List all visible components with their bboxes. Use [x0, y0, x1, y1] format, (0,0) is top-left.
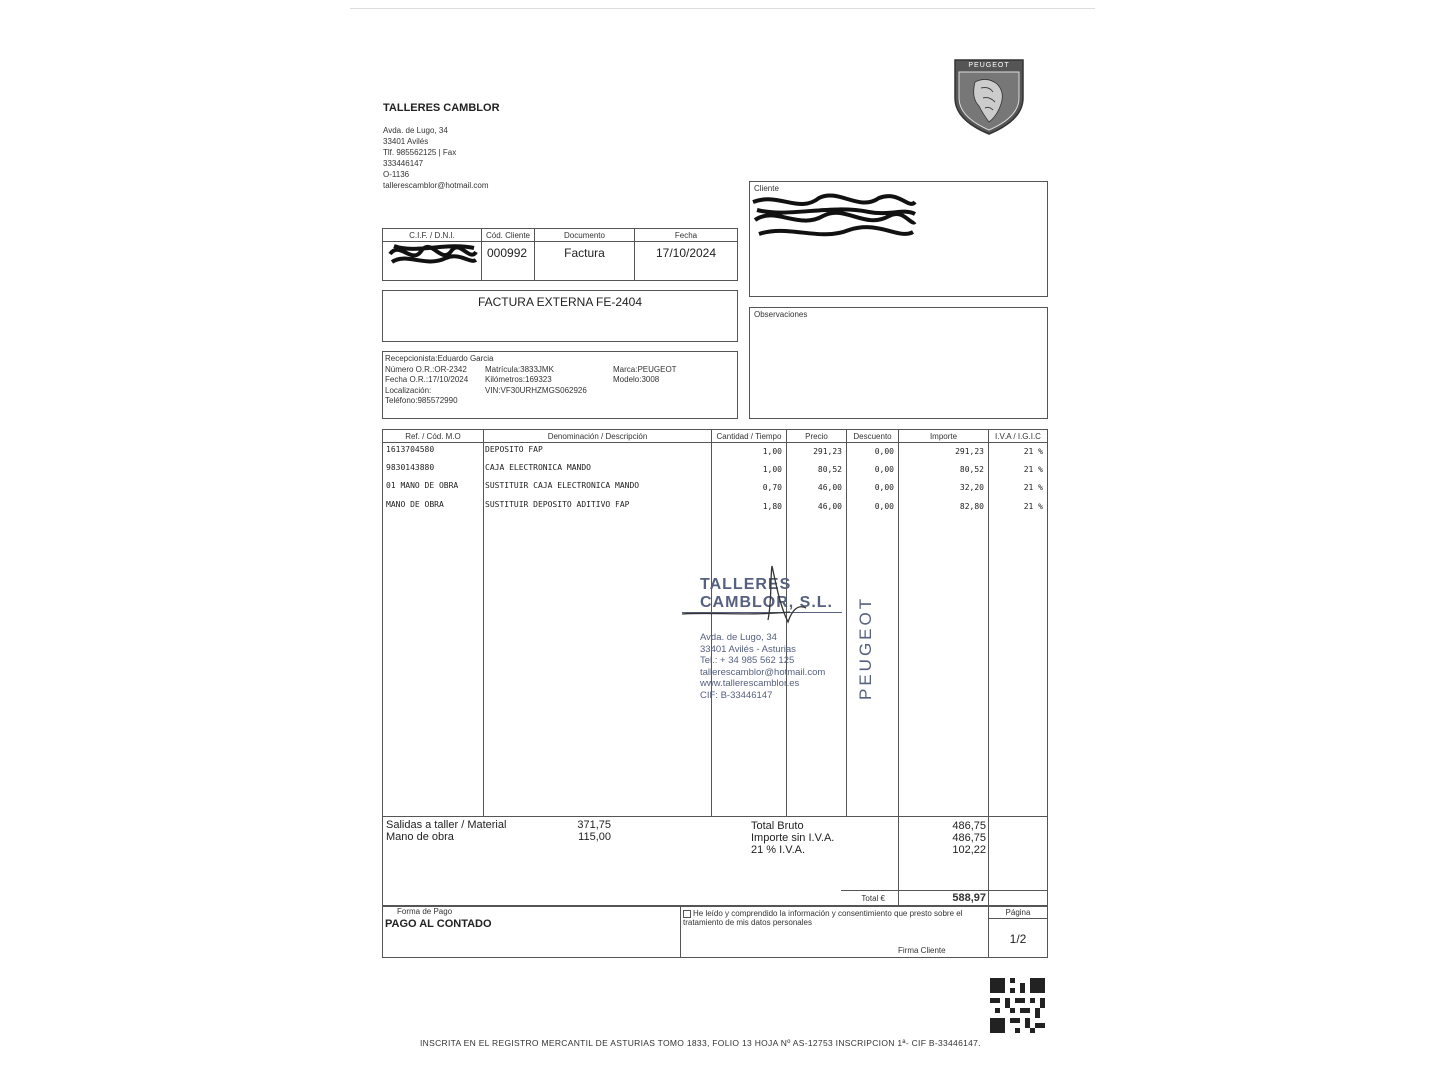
company-name: TALLERES CAMBLOR [383, 102, 500, 114]
logo-text: PEUGEOT [968, 62, 1010, 69]
registry-text: INSCRITA EN EL REGISTRO MERCANTIL DE ASTURIAS TOMO 1833, FOLIO 13 HOJA Nº AS-12753 INSCRIPCION 1ª- CIF B-33446147. [420, 1038, 981, 1048]
totals-values: 486,75 486,75 102,22 [952, 820, 986, 856]
col-qty: Cantidad / Tiempo [716, 432, 782, 441]
document-title: FACTURA EXTERNA FE-2404 [477, 295, 643, 309]
order-info-box [382, 351, 738, 419]
forma-pago-value: PAGO AL CONTADO [385, 918, 492, 930]
stamp-name-1: TALLERES [700, 576, 792, 593]
header-fecha: Fecha [674, 231, 698, 240]
stamp-name-2: CAMBLOR, S.L. [700, 594, 833, 611]
order-col-1: Recepcionista:Eduardo Garcia Número O.R.:OR-2342 Fecha O.R.:17/10/2024 Localización: Teléfono:985572990 [385, 354, 494, 405]
pagina-label: Página [1005, 908, 1031, 917]
col-ref: Ref. / Cód. M.O [405, 432, 461, 441]
header-documento: Documento [564, 231, 605, 240]
cif-redaction [386, 236, 480, 270]
header-cif: C.I.F. / D.N.I. [409, 231, 455, 240]
documento-value: Factura [564, 246, 605, 260]
client-redaction [749, 190, 919, 245]
header-cod-cliente: Cód. Cliente [485, 231, 531, 240]
company-address: Avda. de Lugo, 34 33401 Avilés Tlf. 985562125 | Fax 333446147 O-1136 tallerescamblor@hotmail.com [383, 126, 489, 190]
col-desc: Denominación / Descripción [547, 432, 648, 441]
forma-pago-label: Forma de Pago [397, 907, 453, 916]
totals-labels: Total Bruto Importe sin I.V.A. 21 % I.V.A. [751, 820, 835, 856]
company-stamp [680, 560, 880, 710]
firma-label: Firma Cliente [898, 946, 946, 955]
cod-cliente-value: 000992 [487, 246, 528, 260]
labour-value: 115,00 [578, 831, 611, 843]
signature-icon [680, 560, 820, 630]
stamp-details: Avda. de Lugo, 34 33401 Avilés - Asturias Tel.: + 34 985 562 125 tallerescamblor@hotmail.com www.tallerescamblor.es CIF: B-33446147 [700, 632, 826, 701]
total-label: Total € [861, 894, 885, 903]
peugeot-shield-icon [953, 58, 1025, 136]
stamp-brand-vertical: PEUGEOT [856, 595, 875, 700]
document-title-box [382, 290, 738, 342]
observaciones-box [749, 307, 1048, 419]
footer-box [382, 905, 1048, 958]
order-col-2: Matrícula:3833JMK Kilómetros:169323 VIN:VF30URHZMGS062926 [485, 364, 587, 395]
col-amount: Importe [929, 432, 958, 441]
order-col-3: Marca:PEUGEOT Modelo:3008 [613, 364, 677, 384]
qr-code-icon [990, 978, 1045, 1033]
col-price: Precio [805, 432, 828, 441]
top-edge-line [350, 8, 1095, 9]
lines-table: Ref. / Cód. M.O Denominación / Descripción Cantidad / Tiempo Precio Descuento Importe I.V.A / I.G.I.C 1613704580 DEPOSITO FAP 1,00 291,23 0,00 291,23 21 % 9830143880 CAJA ELECTRONICA MANDO 1,00 80,52 0,00 80,52 21 % 01 MANO DE OBRA SUSTITUIR CAJA ELECTRONICA MANDO 0,70 46,00 0,00 32,20 21 % MANO DE OBRA SUSTITUIR DEPOSITO ADITIVO FAP 1,80 46,00 0,00 82,80 21 % [382, 429, 1048, 817]
labour-label: Mano de obra [386, 831, 454, 843]
pagina-value: 1/2 [1009, 932, 1027, 946]
observaciones-label: Observaciones [754, 310, 808, 319]
consent-checkbox[interactable] [683, 910, 691, 918]
client-label: Cliente [754, 184, 779, 193]
fecha-value: 17/10/2024 [655, 246, 717, 260]
consent-text: He leído y comprendido la información y consentimiento que presto sobre el tratamiento de mis datos personales [683, 909, 963, 927]
peugeot-logo [953, 58, 1025, 136]
total-value: 588,97 [952, 892, 986, 904]
materials-label: Salidas a taller / Material [386, 819, 507, 831]
summary-box [382, 816, 1048, 907]
col-disc: Descuento [853, 432, 892, 441]
col-vat: I.V.A / I.G.I.C [995, 432, 1041, 441]
materials-value: 371,75 [577, 819, 611, 831]
